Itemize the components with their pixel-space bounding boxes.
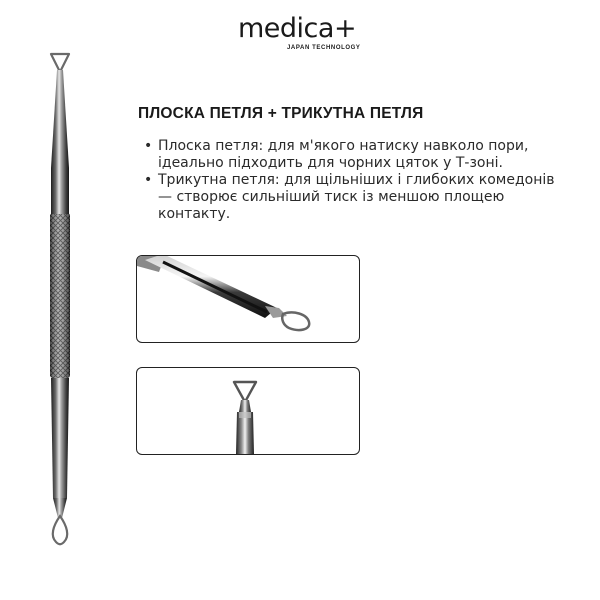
section-heading: ПЛОСКА ПЕТЛЯ + ТРИКУТНА ПЕТЛЯ (138, 105, 424, 122)
brand-logo (238, 14, 378, 54)
list-item-flat-loop: • Плоска петля: для м'якого натиску навколо пори, ідеально підходить для чорних цяток у Т-зоні. (142, 138, 572, 172)
feature-list (142, 138, 572, 223)
brand-tagline: JAPAN TECHNOLOGY (287, 45, 361, 51)
flat-loop-closeup-image (136, 255, 360, 343)
flat-loop-closeup-icon (137, 256, 359, 342)
comedone-extractor-tool-icon (38, 48, 82, 548)
triangle-loop-closeup-icon (137, 368, 359, 454)
list-item-triangle-loop: • Трикутна петля: для щільніших і глибоких комедонів — створює сильніший тиск із меншою площею контакту. (142, 172, 572, 223)
triangle-loop-closeup-image (136, 367, 360, 455)
brand-name: medica+ (238, 13, 357, 44)
